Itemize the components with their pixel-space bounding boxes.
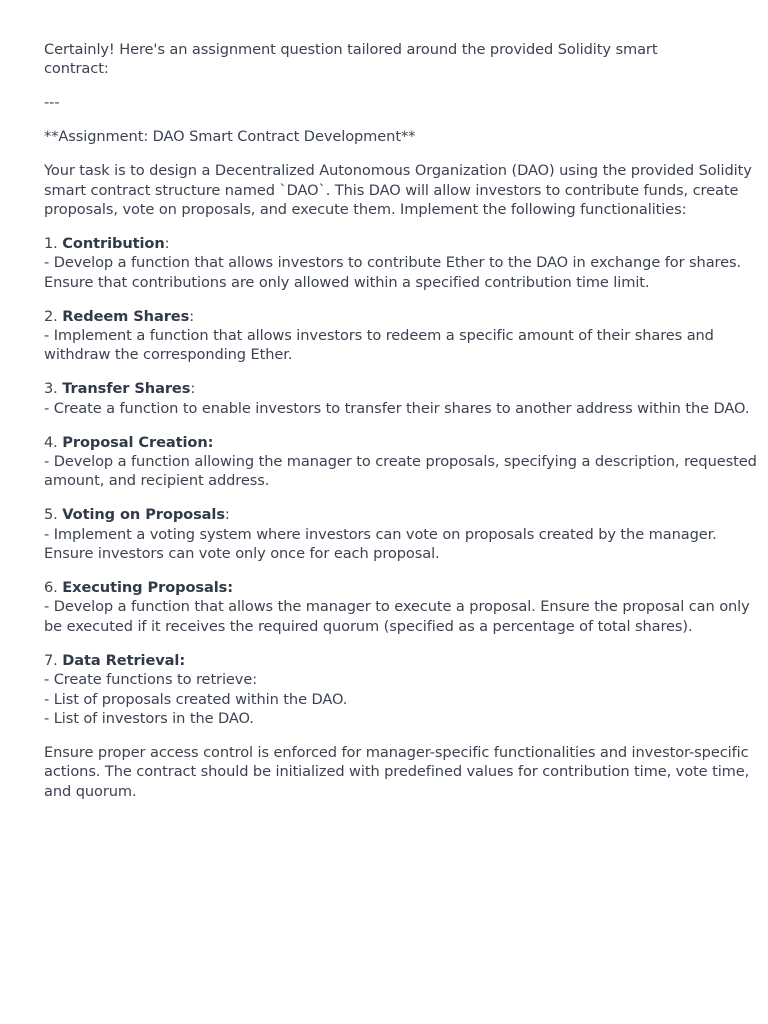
item-detail-line: withdraw the corresponding Ether. bbox=[44, 346, 293, 364]
item-detail-line: - Develop a function that allows investors to contribute Ether to the DAO in exchange for shares. bbox=[44, 254, 742, 272]
item-number: 7. bbox=[44, 651, 58, 669]
description-paragraph bbox=[44, 161, 752, 219]
item-number: 5. bbox=[44, 506, 58, 524]
item-title-suffix: : bbox=[189, 307, 195, 325]
requirement-item-voting-on-proposals bbox=[44, 505, 724, 563]
item-detail-line: be executed if it receives the required quorum (specified as a percentage of total shares). bbox=[44, 617, 693, 635]
item-detail-line: - Create functions to retrieve: bbox=[44, 671, 258, 689]
item-title: Proposal Creation: bbox=[62, 433, 214, 451]
intro-text: Certainly! Here's an assignment question tailored around the provided Solidity smart contract: bbox=[44, 41, 658, 78]
requirement-item-proposal-creation bbox=[44, 433, 757, 491]
assignment-heading: **Assignment: DAO Smart Contract Development** bbox=[44, 128, 416, 146]
assignment-document bbox=[44, 40, 757, 816]
requirement-item-contribution bbox=[44, 234, 742, 292]
closing-line: Ensure proper access control is enforced for manager-specific functionalities and investor-specific bbox=[44, 743, 749, 761]
item-number: 6. bbox=[44, 579, 58, 597]
item-detail-line: Ensure that contributions are only allowed within a specified contribution time limit. bbox=[44, 273, 650, 291]
item-title-suffix: : bbox=[224, 506, 230, 524]
item-detail-line: - Develop a function allowing the manager to create proposals, specifying a description, requested bbox=[44, 453, 757, 470]
item-detail-line: - Implement a voting system where investors can vote on proposals created by the manager. bbox=[44, 525, 717, 543]
closing-line: actions. The contract should be initialized with predefined values for contribution time, vote time, bbox=[44, 763, 750, 781]
item-title: Contribution bbox=[62, 234, 165, 252]
item-title: Data Retrieval: bbox=[62, 651, 186, 669]
requirement-item-transfer-shares bbox=[44, 379, 750, 418]
closing-paragraph bbox=[44, 743, 750, 801]
item-title-suffix: : bbox=[164, 234, 170, 252]
item-detail-line: - List of investors in the DAO. bbox=[44, 709, 254, 727]
item-title: Redeem Shares bbox=[62, 307, 190, 325]
item-title: Executing Proposals: bbox=[62, 579, 233, 597]
item-detail-line: - Develop a function that allows the manager to execute a proposal. Ensure the proposal can only bbox=[44, 598, 750, 616]
description-line: proposals, vote on proposals, and execute them. Implement the following functionalities: bbox=[44, 200, 687, 218]
requirement-item-executing-proposals bbox=[44, 578, 750, 636]
item-detail-line: - Create a function to enable investors to transfer their shares to another address within the DAO. bbox=[44, 399, 750, 417]
item-detail-line: - List of proposals created within the DAO. bbox=[44, 690, 348, 708]
item-detail-line: - Implement a function that allows investors to redeem a specific amount of their shares and bbox=[44, 326, 714, 344]
item-title: Voting on Proposals bbox=[62, 506, 225, 524]
requirement-item-data-retrieval bbox=[44, 651, 724, 729]
requirement-item-redeem-shares bbox=[44, 307, 724, 365]
item-title-suffix: : bbox=[190, 380, 196, 398]
item-number: 4. bbox=[44, 433, 58, 451]
item-number: 3. bbox=[44, 380, 58, 398]
description-line: Your task is to design a Decentralized Autonomous Organization (DAO) using the provided Solidity bbox=[44, 162, 752, 180]
separator-text: --- bbox=[44, 94, 60, 112]
item-detail-line: amount, and recipient address. bbox=[44, 472, 270, 490]
description-line: smart contract structure named `DAO`. This DAO will allow investors to contribute funds, create bbox=[44, 181, 739, 199]
closing-line: and quorum. bbox=[44, 782, 137, 800]
item-detail-line: Ensure investors can vote only once for each proposal. bbox=[44, 545, 440, 563]
item-title: Transfer Shares bbox=[62, 380, 191, 398]
item-number: 2. bbox=[44, 307, 58, 325]
item-number: 1. bbox=[44, 234, 58, 252]
